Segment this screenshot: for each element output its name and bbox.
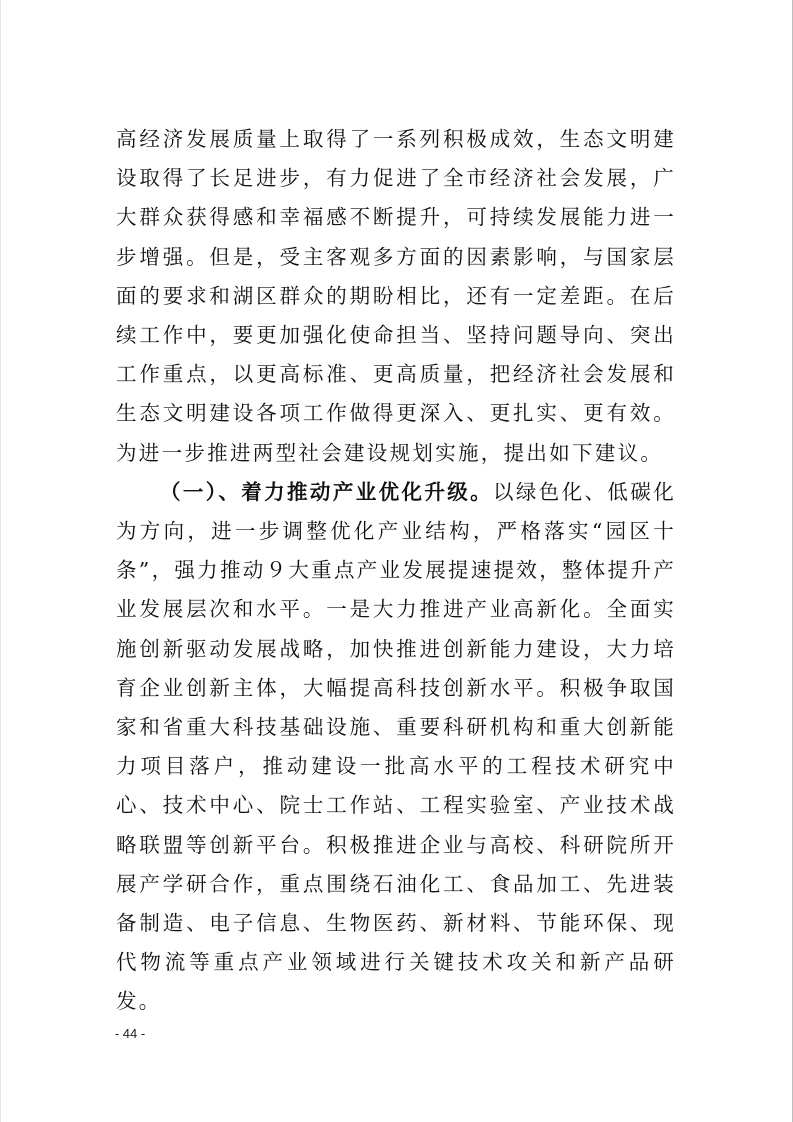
section-body: 以绿色化、低碳化为方向，进一步调整优化产业结构，严格落实“园区十条”，强力推动９大重点产业发展提速提效，整体提升产业发展层次和水平。一是大力推进产业高新化。全面实施创新驱动发展战略，加快推进创新能力建设，大力培育企业创新主体，大幅提高科技创新水平。积极争取国家和省重大科技基础设施、重要科研机构和重大创新能力项目落户，推动建设一批高水平的工程技术研究中心、技术中心、院士工作站、工程实验室、产业技术战略联盟等创新平台。积极推进企业与高校、科研院所开展产学研合作，重点围绕石油化工、食品加工、先进装备制造、电子信息、生物医药、新材料、节能环保、现代物流等重点产业领域进行关键技术攻关和新产品研发。 [116,479,677,1014]
document-body [116,120,676,1022]
section-heading: （一）、着力推动产业优化升级。 [160,479,494,504]
paragraph-intro: 高经济发展质量上取得了一系列积极成效，生态文明建设取得了长足进步，有力促进了全市经济社会发展，广大群众获得感和幸福感不断提升，可持续发展能力进一步增强。但是，受主客观多方面的因素影响，与国家层面的要求和湖区群众的期盼相比，还有一定差距。在后续工作中，要更加强化使命担当、坚持问题导向、突出工作重点，以更高标准、更高质量，把经济社会发展和生态文明建设各项工作做得更深入、更扎实、更有效。为进一步推进两型社会建设规划实施，提出如下建议。 [116,127,676,465]
page-number: - 44 - [114,1026,146,1041]
page-edge-left [0,0,1,1122]
paragraph-section-1 [116,473,676,1022]
